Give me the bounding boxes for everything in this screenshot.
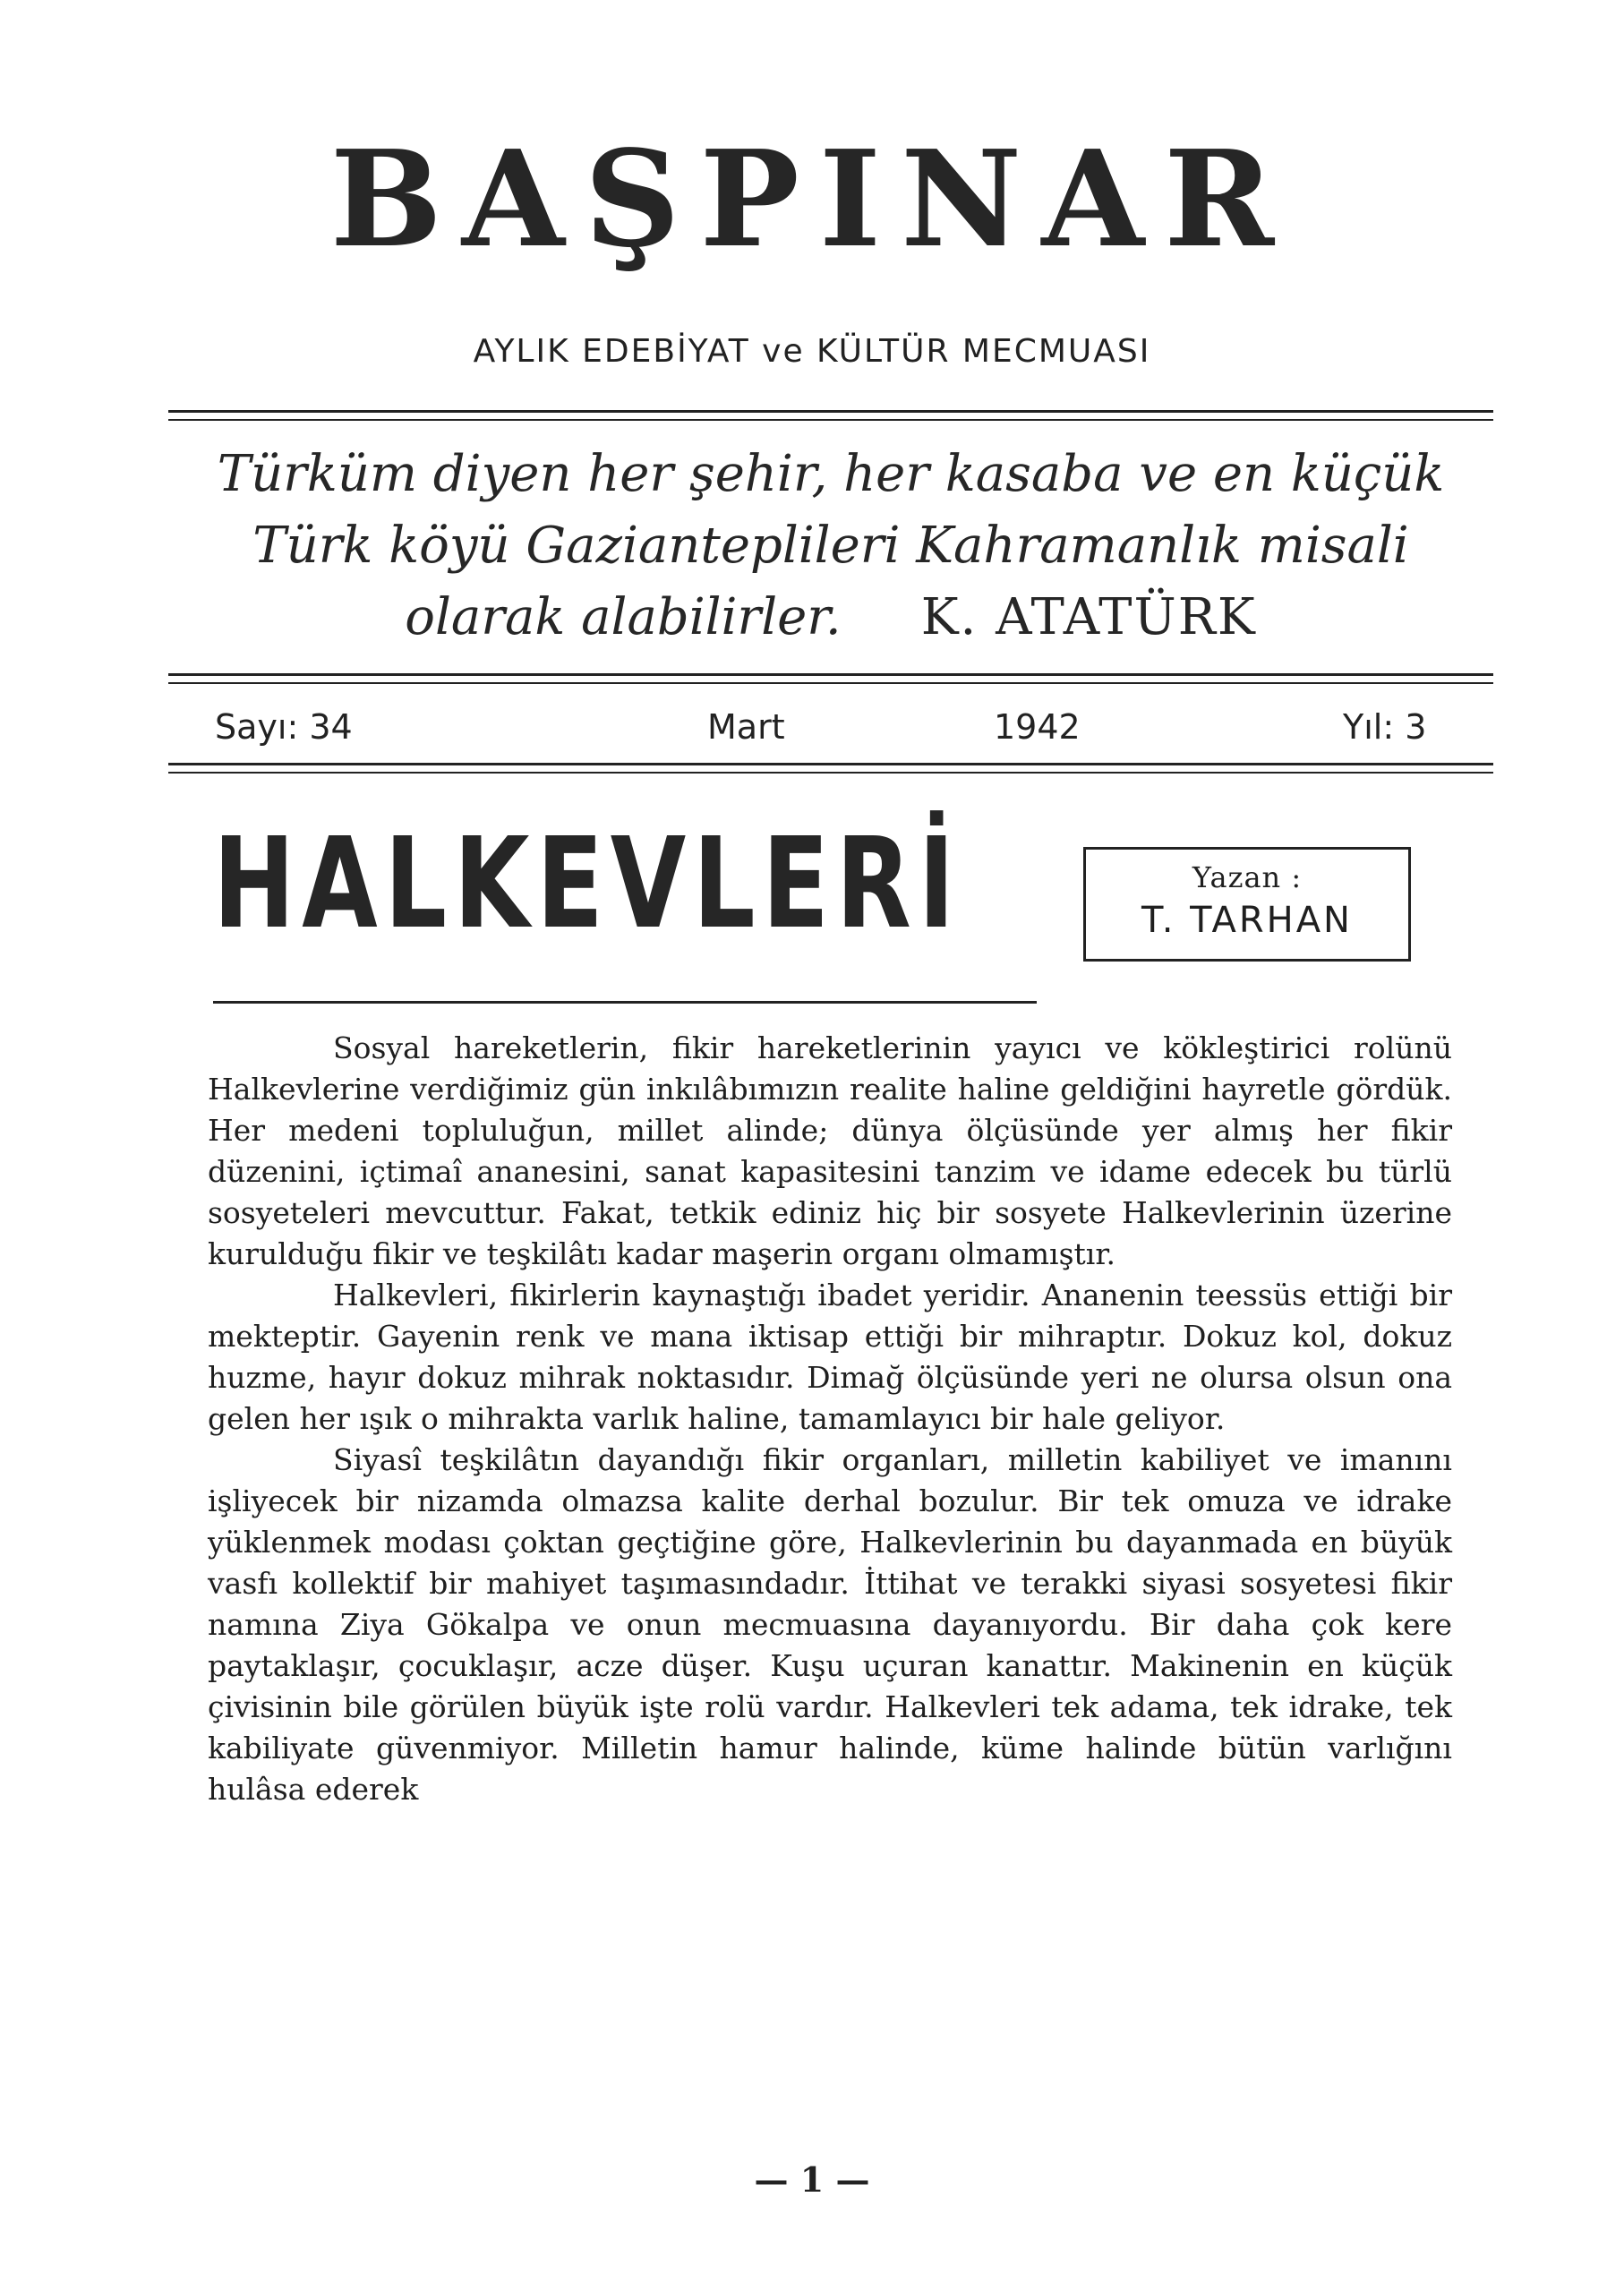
issue-divider-bottom-inner <box>168 772 1493 774</box>
masthead-divider-top <box>168 410 1493 413</box>
article-body <box>208 1028 1452 1810</box>
article-paragraph-1: Sosyal hareketlerin, fikir hareketlerinin yayıcı ve kökleştirici rolünü Halkevlerine verdiğimiz gün inkılâbımızın realite haline geldiğini hayretle gördük. Her medeni topluluğun, millet alinde; dünya ölçüsünde yer almış her fikir düzenini, içtimaî ananesini, sanat kapasitesini tanzim ve idame edecek bu türlü sosyeteleri mevcuttur. Fakat, tetkik ediniz hiç bir sosyete Halkevlerinin üzerine kurulduğu fikir ve teşkilâtı kadar maşerin organı olmamıştır. <box>208 1030 1452 1271</box>
page-number: — 1 — <box>754 2159 870 2200</box>
article-title: HALKEVLERİ <box>213 811 962 957</box>
issue-divider-top <box>168 673 1493 676</box>
title-underline <box>213 1001 1037 1004</box>
byline-label: Yazan : <box>1192 860 1303 894</box>
magazine-subtitle: AYLIK EDEBİYAT ve KÜLTÜR MECMUASI <box>473 333 1151 370</box>
issue-volume: Yıl: 3 <box>1343 707 1427 747</box>
article-paragraph-2: Halkevleri, fikirlerin kaynaştığı ibadet yeridir. Ananenin teessüs ettiği bir mekteptir. Gayenin renk ve mana iktisap ettiği bir mihraptır. Dokuz kol, dokuz huzme, hayır dokuz mihrak noktasıdır. Dimağ ölçüsünde yeri ne olursa olsun ona gelen her ışık o mihrakta varlık haline, tamamlayıcı bir hale geliyor. <box>208 1278 1452 1436</box>
motto-line-3: olarak alabilirler. <box>405 588 842 646</box>
motto-line-3-row <box>168 582 1493 654</box>
magazine-masthead: BAŞPINAR <box>329 121 1295 277</box>
motto-signature: K. ATATÜRK <box>920 588 1257 646</box>
issue-number: Sayı: 34 <box>215 707 353 747</box>
motto-line-1: Türküm diyen her şehir, her kasaba ve en küçük <box>217 445 1445 503</box>
article-paragraph-3: Siyasî teşkilâtın dayandığı fikir organları, milletin kabiliyet ve imanını işliyecek bir nizamda olmazsa kalite derhal bozulur. Bir tek omuza ve idrake yüklenmek modası çoktan geçtiğine göre, Halkevlerinin bu dayanmada en büyük vasfı kollektif bir mahiyet taşımasındadır. İttihat ve terakki siyasi sosyetesi fikir namına Ziya Gökalpa ve onun mecmuasına dayanıyordu. Bir daha çok kere paytaklaşır, çocuklaşır, acze düşer. Kuşu uçuran kanattır. Makinenin en küçük çivisinin bile görülen büyük işte rolü vardır. Halkevleri tek adama, tek idrake, tek kabiliyate güvenmiyor. Milletin hamur halinde, küme halinde bütün varlığını hulâsa ederek <box>208 1442 1452 1807</box>
issue-divider-bottom <box>168 763 1493 765</box>
issue-month: Mart <box>707 707 785 747</box>
issue-year: 1942 <box>994 707 1081 747</box>
author-name: T. TARHAN <box>1141 900 1353 941</box>
masthead-divider-bottom <box>168 419 1493 421</box>
motto-line-2: Türk köyü Gazianteplileri Kahramanlık misali <box>252 517 1409 575</box>
byline-box <box>1083 847 1411 962</box>
issue-divider-top-inner <box>168 682 1493 684</box>
